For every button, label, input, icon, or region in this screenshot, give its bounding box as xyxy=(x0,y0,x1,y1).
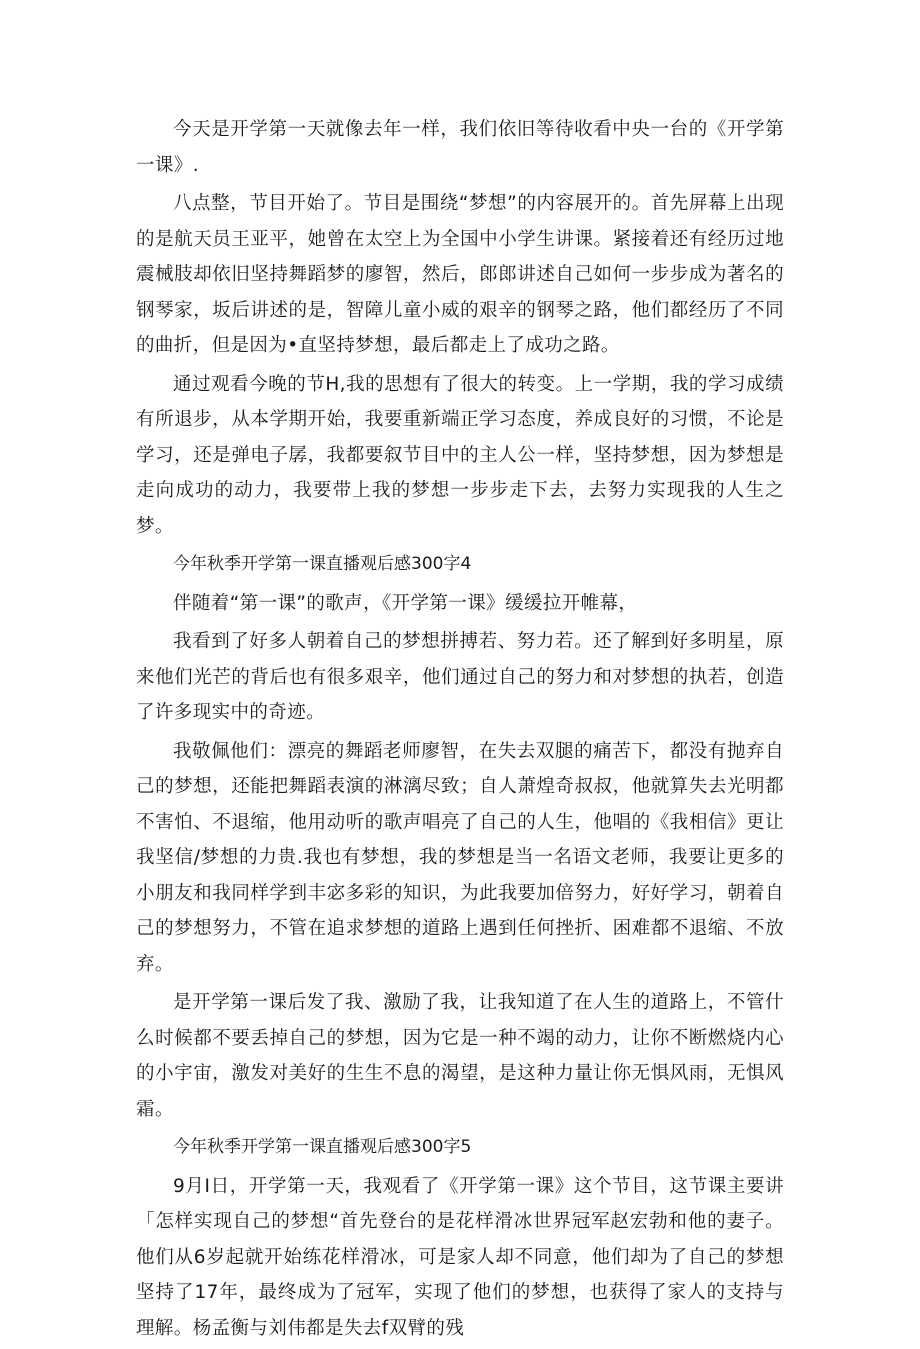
paragraph-6: 我敬佩他们：漂亮的舞蹈老师廖智，在失去双腿的痛苦下，都没有抛弃自己的梦想，还能把舞蹈表演的淋漓尽致；自人萧煌奇叔叔，他就算失去光明都不害怕、不退缩，他用动听的歌声唱亮了自己的人生，他唱的《我相信》更让我坚信/梦想的力贵.我也有梦想，我的梦想是当一名语文老师，我要让更多的小朋友和我同样学到丰宓多彩的知识，为此我要加倍努力，好好学习，朝着自己的梦想努力，不管在追求梦想的道路上遇到任何挫折、困难都不退缩、不放弃。 xyxy=(136,740,784,975)
document-body xyxy=(136,112,784,1349)
paragraph-5: 我看到了好多人朝着自己的梦想拼搏若、努力若。还了解到好多明星，原来他们光芒的背后也有很多艰辛，他们通过自己的努力和对梦想的执若，创造了许多现实中的奇迹。 xyxy=(136,631,784,723)
paragraph-8: 9月I日，开学第一天，我观看了《开学第一课》这个节目，这节课主要讲「怎样实现自己的梦想“首先登台的是花样滑冰世界冠军赵宏勃和他的妻子。他们从6岁起就开始练花样滑冰，可是家人却不同意，他们却为了自己的梦想坚持了17年，最终成为了冠军，实现了他们的梦想，也获得了家人的支持与理解。杨孟衡与刘伟都是失去f双臂的残 xyxy=(136,1175,784,1339)
paragraph-7: 是开学第一课后发了我、激励了我，让我知道了在人生的道路上，不管什么时候都不要丢掉自己的梦想，因为它是一种不竭的动力，让你不断燃烧内心的小宇宙，激发对美好的生生不息的渴望，是这种力量让你无惧风雨，无惧风霜。 xyxy=(136,992,784,1120)
paragraph-3: 通过观看今晚的节H,我的思想有了很大的转变。上一学期，我的学习成绩有所退步，从本学期开始，我要重新端正学习态度，养成良好的习惯，不论是学习，还是弹电子孱，我都要叙节目中的主人公一样，坚持梦想，因为梦想是走向成功的动力，我要带上我的梦想一步步走下去，去努力实现我的人生之梦。 xyxy=(136,373,784,537)
paragraph-4: 伴随着“第一课”的歌声，《开学第一课》缓缓拉开帷幕， xyxy=(173,592,638,614)
section-heading-4: 今年秋季开学第一课直播观后感300字4 xyxy=(173,554,472,574)
section-heading-5: 今年秋季开学第一课直播观后感300字5 xyxy=(173,1137,472,1157)
paragraph-2: 八点整，节目开始了。节目是围绕“梦想”的内容展开的。首先屏幕上出现的是航天员王亚平，她曾在太空上为全国中小学生讲课。紧接着还有经历过地震械肢却依旧坚持舞蹈梦的廖智，然后，郎郎讲述自己如何一步步成为著名的钢琴家，坂后讲述的是，智障儿童小威的艰辛的钢琴之路，他们都经历了不同的曲折，但是因为•直坚持梦想，最后都走上了成功之路。 xyxy=(136,193,784,356)
paragraph-1: 今天是开学第一天就像去年一样，我们依旧等待收看中央一台的《开学第一课》. xyxy=(136,119,784,176)
